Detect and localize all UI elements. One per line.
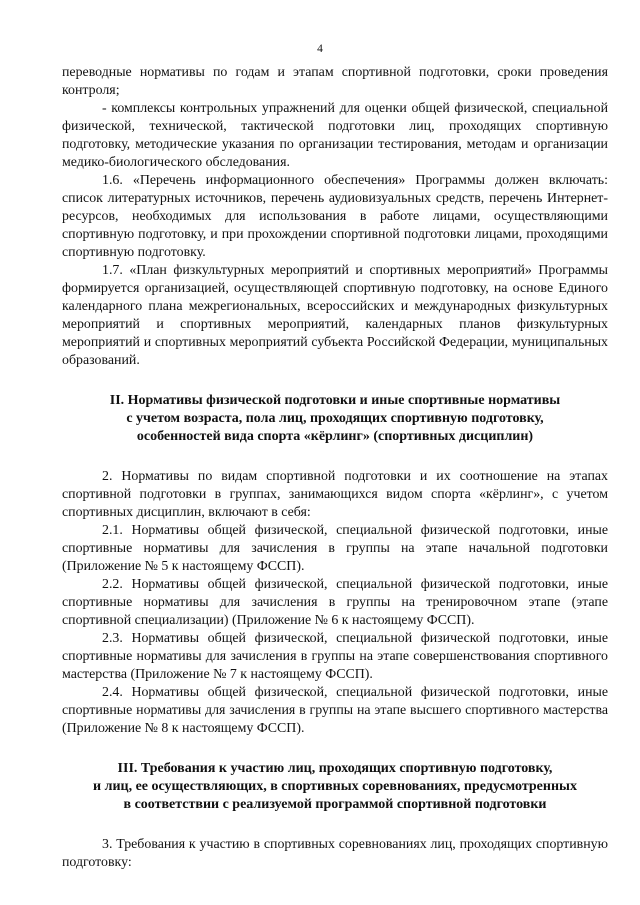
paragraph-2-1: 2.1. Нормативы общей физической, специальной физической подготовки, иные спортивные нормативы для зачисления в группы на этапе начальной подготовки (Приложение № 5 к настоящему ФССП).: [62, 523, 608, 574]
paragraph-control-exercises: - комплексы контрольных упражнений для оценки общей физической, специальной физической, технической, тактической подготовки лиц, проходящих спортивную подготовку, методические указания по организации тестирования, методам и организации медико-биологического обследования.: [62, 101, 608, 170]
section-2-heading-line-3: особенностей вида спорта «кёрлинг» (спортивных дисциплин): [136, 429, 534, 444]
paragraph-2-3: 2.3. Нормативы общей физической, специальной физической подготовки, иные спортивные нормативы для зачисления в группы на этапе совершенствования спортивного мастерства (Приложение № 7 к настоящему ФССП).: [62, 631, 608, 682]
paragraph-3: 3. Требования к участию в спортивных соревнованиях лиц, проходящих спортивную подготовку:: [62, 837, 608, 870]
paragraph-1-7: 1.7. «План физкультурных мероприятий и спортивных мероприятий» Программы формируется организацией, осуществляющей спортивную подготовку, на основе Единого календарного плана межрегиональных, всероссийских и международных физкультурных мероприятий и спортивных мероприятий, календарных планов физкультурных мероприятий и спортивных мероприятий субъекта Российской Федерации, муниципальных образований.: [62, 263, 608, 368]
section-2-heading-line-2: с учетом возраста, пола лиц, проходящих спортивную подготовку,: [126, 411, 544, 426]
paragraph-2: 2. Нормативы по видам спортивной подготовки и их соотношение на этапах спортивной подготовки в группах, занимающихся видом спорта «кёрлинг», с учетом спортивных дисциплин, включают в себя:: [62, 469, 608, 520]
paragraph-2-2: 2.2. Нормативы общей физической, специальной физической подготовки, иные спортивные нормативы для зачисления в группы на тренировочном этапе (этапе спортивной специализации) (Приложение № 6 к настоящему ФССП).: [62, 577, 608, 628]
page-number: 4: [317, 43, 323, 55]
section-3-heading-line-3: в соответствии с реализуемой программой спортивной подготовки: [123, 797, 547, 812]
document-body: [62, 64, 608, 872]
section-3-heading-line-2: и лиц, ее осуществляющих, в спортивных соревнованиях, предусмотренных: [93, 779, 577, 794]
paragraph-2-4: 2.4. Нормативы общей физической, специальной физической подготовки, иные спортивные нормативы для зачисления в группы на этапе высшего спортивного мастерства (Приложение № 8 к настоящему ФССП).: [62, 685, 608, 736]
paragraph-control-terms: переводные нормативы по годам и этапам спортивной подготовки, сроки проведения контроля;: [62, 65, 608, 98]
section-2-heading-line-1: II. Нормативы физической подготовки и иные спортивные нормативы: [109, 393, 561, 408]
section-3-heading-line-1: III. Требования к участию лиц, проходящих спортивную подготовку,: [117, 761, 553, 776]
section-2-heading: [62, 392, 608, 446]
section-3-heading: [62, 760, 608, 814]
paragraph-1-6: 1.6. «Перечень информационного обеспечения» Программы должен включать: список литературных источников, перечень аудиовизуальных средств, перечень Интернет-ресурсов, необходимых для использования в работе лицами, осуществляющими спортивную подготовку, и при прохождении спортивной подготовки лицами, проходящими спортивную подготовку.: [62, 173, 608, 260]
